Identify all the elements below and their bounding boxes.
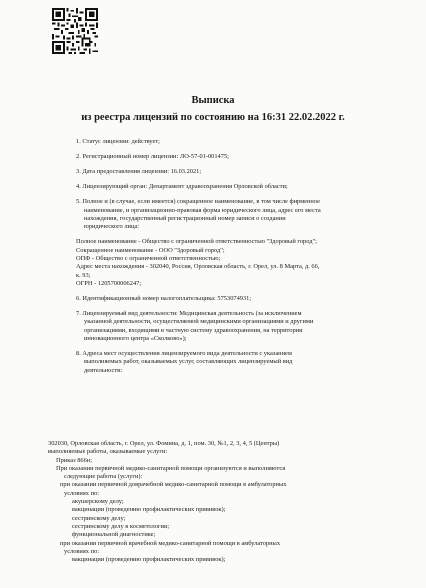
text-line: Приказ 866н; [56,456,92,464]
service-item: вакцинации (проведению профилактических прививок); [72,506,226,514]
text-line: следующие работы (услуги): [64,473,143,481]
org-address: Адрес места нахождения - 302040, Россия, Орловская область, г. Орел, ул. 8 Марта, д. 66, [76,263,320,271]
text-line: юридического лица: [84,223,139,231]
text-line: нахождения, государственный регистрационный номер записи о создании [84,214,286,222]
text-line: 302030, Орловская область, г. Орел, ул. Фомина, д. 1, пом. 30, №1, 2, 3, 4, 5 (Центры) [48,440,280,447]
org-full-name: Полное наименование - Общество с ограниченной ответственностью "Здоровый город"; [76,238,317,246]
text-line: При оказании первичной медико-санитарной помощи организуются и выполняются [56,464,286,472]
text-line: деятельности: [84,366,123,374]
qr-code-icon [52,8,98,54]
service-item: сестринскому делу; [72,514,126,522]
document-body [76,138,412,382]
list-item-activity [76,310,412,343]
service-item: сестринскому делу в косметологии; [72,522,170,530]
list-item-addresses [76,350,412,375]
document-subtitle: из реестра лицензий по состоянию на 16:31 22.02.2022 г. [81,112,345,123]
text-line: при оказании первичной доврачебной медико-санитарной помощи в амбулаторных [60,481,287,489]
organization-details [76,238,412,288]
text-line: 5. Полное и (в случае, если имеется) сокращенное наименование, в том числе фирменное [76,198,320,206]
org-opf: ОПФ - Общество с ограниченной ответственностью; [76,254,221,262]
document-title: Выписка [191,95,235,106]
text-line: 8. Адреса мест осуществления лицензируемого вида деятельности с указанием [76,350,292,358]
text-line: выполняемые работы, оказываемые услуги: [48,448,168,456]
org-address-cont: к. 93; [76,271,91,279]
org-ogrn: ОГРН - 1205700006247; [76,279,142,287]
list-item-reg-number: 2. Регистрационный номер лицензии: ЛО-57-01-001475; [76,153,229,161]
text-line: указанной деятельности, осуществляемой медицинскими организациями и другими [84,318,314,326]
list-item-legal-entity [76,198,412,231]
service-item: акушерскому делу; [72,498,124,506]
text-line: при оказании первичной врачебной медико-санитарной помощи в амбулаторных [60,539,281,547]
text-line: организациями, входящими в частную систему здравоохранения, на территории [84,326,303,334]
text-line: выполняемых работ, оказываемых услуг, составляющих лицензируемый вид [84,358,293,366]
text-line: условиях по: [64,489,99,497]
org-short-name: Сокращенное наименование - ООО "Здоровый город"; [76,246,225,254]
list-item-authority: 4. Лицензирующий орган: Департамент здравоохранения Орловской области; [76,183,288,191]
address-works-block [48,440,412,564]
service-item: функциональной диагностике; [72,531,156,539]
text-line: условиях по: [64,547,99,555]
service-item: вакцинации (проведению профилактических прививок); [72,556,226,564]
text-line: 7. Лицензируемый вид деятельности: Медицинская деятельность (за исключением [76,310,302,318]
list-item-date: 3. Дата предоставления лицензии: 16.03.2021; [76,168,202,176]
text-line: наименование, и организационно-правовая форма юридического лица, адрес его места [84,206,321,214]
list-item-inn: 6. Идентификационный номер налогоплательщика: 5753074931; [76,294,252,302]
list-item-status: 1. Статус лицензии: действует; [76,138,160,145]
text-line: инновационного центра «Сколково»); [84,334,187,342]
